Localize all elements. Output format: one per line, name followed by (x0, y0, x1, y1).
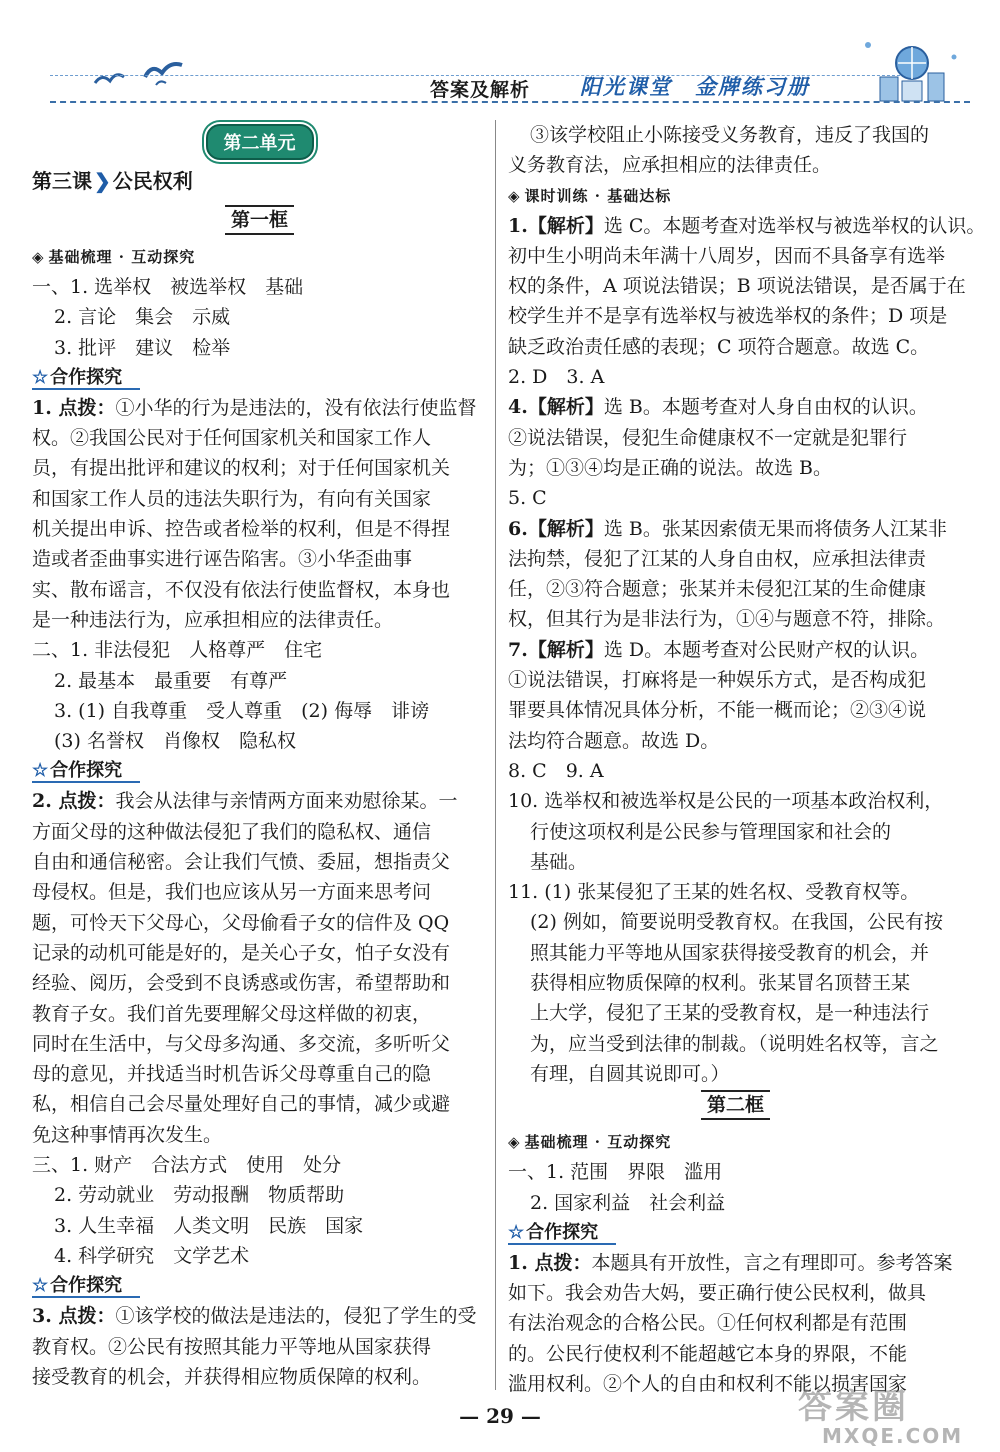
lesson-heading (32, 164, 487, 204)
coop-label: 合作探究 (526, 1221, 599, 1243)
globe-icon (850, 37, 970, 107)
answer-line: 义务教育法，应承担相应的法律责任。 (508, 154, 832, 177)
answer-line: 4.【解析】选 B。本题考查对人身自由权的认识。 (508, 396, 928, 419)
section-basic (32, 242, 487, 272)
star-icon: ☆ (508, 1221, 525, 1243)
answer-line: 3. 人生幸福 人类文明 民族 国家 (54, 1214, 364, 1237)
page-header (40, 55, 970, 105)
answer-line: 一、1. 范围 界限 滥用 (508, 1161, 723, 1184)
answer-line: 法均符合题意。故选 D。 (508, 729, 720, 752)
right-column (508, 120, 986, 1399)
diamond-icon: ◈ (32, 248, 45, 266)
header-title: 答案及解析 (430, 79, 531, 101)
answer-line: 滥用权利。②个人的自由和权利不能以损害国家 (508, 1372, 908, 1395)
answer-line: 权。②我国公民对于任何国家机关和国家工作人 (32, 427, 432, 450)
answer-line: (3) 名誉权 肖像权 隐私权 (54, 730, 296, 753)
answer-line: 母的意见，并找适当时机告诉父母尊重自己的隐 (32, 1063, 432, 1086)
answer-line: 员，有提出批评和建议的权利；对于任何国家机关 (32, 457, 451, 480)
answer-line: 校学生并不是享有选举权与被选举权的条件；D 项是 (508, 305, 948, 328)
header-dashed-rule (50, 101, 970, 103)
answer-line: 1.【解析】选 C。本题考查对选举权与被选举权的认识。 (508, 214, 986, 237)
section-training-label: 课时训练 · 基础达标 (524, 186, 672, 205)
coop-heading (508, 1218, 598, 1248)
answer-line: 5. C (508, 487, 547, 510)
coop-heading (32, 756, 122, 786)
answer-line: 2. 言论 集会 示威 (54, 306, 231, 329)
answer-line: 教育权。②公民有按照其能力平等地从国家获得 (32, 1335, 432, 1358)
answer-line: 3. 批评 建议 检举 (54, 336, 231, 359)
answer-line: 教育子女。我们首先要理解父母这样做的初衷， (32, 1002, 432, 1025)
answer-line: 11. (1) 张某侵犯了王某的姓名权、受教育权等。 (508, 881, 920, 904)
diamond-icon: ◈ (508, 186, 521, 205)
answer-line: 自由和通信秘密。会让我们气愤、委屈，想指责父 (32, 851, 451, 874)
coop-heading (32, 363, 122, 393)
hint-label: 1. 点拨： (32, 396, 116, 419)
answer-line: ①说法错误，打麻将是一种娱乐方式，是否构成犯 (508, 669, 927, 692)
coop-label: 合作探究 (50, 366, 123, 388)
answer-line: 有理，自圆其说即可。） (530, 1062, 730, 1085)
answer-line: 机关提出申诉、控告或者检举的权利，但是不得捏 (32, 518, 451, 541)
answer-line: 法拘禁，侵犯了江某的人身自由权，应承担法律责 (508, 547, 927, 570)
hint-label: 2. 点拨： (32, 790, 116, 813)
answer-line: 2. 点拨：我会从法律与亲情两方面来劝慰徐某。一 (32, 790, 458, 813)
answer-line: 2. 劳动就业 劳动报酬 物质帮助 (54, 1184, 345, 1207)
answer-line: 基础。 (530, 850, 588, 873)
answer-line: 2. D 3. A (508, 366, 605, 389)
answer-line: 3. 点拨：①该学校的做法是违法的，侵犯了学生的受 (32, 1305, 477, 1328)
answer-line: 3. (1) 自我尊重 受人尊重 (2) 侮辱 诽谤 (54, 699, 430, 722)
answer-line: 为；①③④均是正确的说法。故选 B。 (508, 456, 833, 479)
answer-line: 私，相信自己会尽量处理好自己的事情，减少或避 (32, 1093, 451, 1116)
answer-line: 上大学，侵犯了王某的受教育权，是一种违法行 (530, 1002, 930, 1025)
analysis-label: 4.【解析】 (508, 396, 604, 419)
left-column (32, 120, 487, 1392)
answer-line: 三、1. 财产 合法方式 使用 处分 (32, 1154, 342, 1177)
answer-line: 的。公民行使权利不能超越它本身的界限，不能 (508, 1342, 908, 1365)
answer-line: 二、1. 非法侵犯 人格尊严 住宅 (32, 639, 323, 662)
answer-line: 一、1. 选举权 被选举权 基础 (32, 276, 304, 298)
page-number: — 29 — (459, 1404, 541, 1428)
answer-line: 初中生小明尚未年满十八周岁，因而不具备享有选举 (508, 244, 946, 267)
frame-title-2: 第二框 (701, 1090, 770, 1120)
answer-line: 记录的动机可能是好的，是关心子女，怕子女没有 (32, 941, 451, 964)
answer-line: 题，可怜天下父母心，父母偷看子女的信件及 QQ (32, 911, 450, 934)
answer-line: 8. C 9. A (508, 759, 604, 782)
watermark-bottom: MXQE.COM (822, 1424, 964, 1448)
unit-badge: 第二单元 (206, 124, 314, 160)
answer-line: ②说法错误，侵犯生命健康权不一定就是犯罪行 (508, 426, 908, 449)
answer-line: 造或者歪曲事实进行诬告陷害。③小华歪曲事 (32, 548, 413, 571)
answer-line: 实、散布谣言，不仅没有依法行使监督权，本身也 (32, 578, 451, 601)
answer-line: 如下。我会劝告大妈，要正确行使公民权利，做具 (508, 1282, 927, 1305)
answer-line: 权的条件，A 项说法错误；B 项说法错误，是否属于在 (508, 275, 966, 298)
answer-line: 有法治观念的合格公民。①任何权利都是有范围 (508, 1312, 908, 1335)
answer-line: 获得相应物质保障的权利。张某冒名顶替王某 (530, 972, 911, 995)
analysis-label: 6.【解析】 (508, 517, 604, 540)
frame-title-1: 第一框 (225, 205, 294, 235)
coop-label: 合作探究 (50, 1275, 123, 1297)
answer-line: 任，②③符合题意；张某并未侵犯江某的生命健康 (508, 578, 927, 601)
column-divider (495, 120, 496, 1390)
answer-line: 2. 最基本 最重要 有尊严 (54, 669, 288, 692)
section-basic (508, 1127, 963, 1157)
answer-line: 2. 国家利益 社会利益 (530, 1191, 726, 1214)
answer-line: 照其能力平等地从国家获得接受教育的机会，并 (530, 941, 930, 964)
lesson-number: 第三课 (32, 169, 92, 193)
answer-line: 1. 点拨：本题具有开放性，言之有理即可。参考答案 (508, 1251, 953, 1274)
answer-line: 缺乏政治责任感的表现；C 项符合题意。故选 C。 (508, 335, 930, 358)
answer-line: 母侵权。但是，我们也应该从另一方面来思考问 (32, 881, 432, 904)
answer-line: 和国家工作人员的违法失职行为，有向有关国家 (32, 487, 432, 510)
hint-label: 1. 点拨： (508, 1251, 592, 1274)
diamond-icon: ◈ (508, 1133, 521, 1152)
watermark-top: 答案圈 (798, 1387, 909, 1427)
hint-label: 3. 点拨： (32, 1305, 116, 1328)
answer-line: 是一种违法行为，应承担相应的法律责任。 (32, 608, 394, 631)
answer-line: 同时在生活中，与父母多沟通、多交流，多听听父 (32, 1032, 451, 1055)
answer-line: 7.【解析】选 D。本题考查对公民财产权的认识。 (508, 638, 930, 661)
star-icon: ☆ (32, 760, 49, 782)
answer-line: 为，应当受到法律的制裁。（说明姓名权等，言之 (530, 1032, 939, 1055)
watermark-logo (798, 1388, 988, 1448)
answer-line: 行使这项权利是公民参与管理国家和社会的 (530, 820, 892, 843)
section-training (508, 181, 963, 211)
answer-line: (2) 例如，简要说明受教育权。在我国，公民有按 (530, 911, 943, 934)
section-basic-label: 基础梳理 · 互动探究 (524, 1133, 672, 1152)
answer-line: 罪要具体情况具体分析，不能一概而论；②③④说 (508, 699, 927, 722)
answer-line: 方面父母的这种做法侵犯了我们的隐私权、通信 (32, 820, 432, 843)
lesson-title: 公民权利 (112, 169, 193, 193)
answer-line: 1. 点拨：①小华的行为是违法的，没有依法行使监督 (32, 396, 477, 419)
analysis-label: 1.【解析】 (508, 214, 604, 237)
answer-line: 权，但其行为是非法行为，①④与题意不符，排除。 (508, 608, 946, 631)
answer-line: 10. 选举权和被选举权是公民的一项基本政治权利， (508, 790, 944, 813)
star-icon: ☆ (32, 366, 49, 388)
answer-line: 6.【解析】选 B。张某因索债无果而将债务人江某非 (508, 517, 947, 540)
coop-label: 合作探究 (50, 760, 123, 782)
section-basic-label: 基础梳理 · 互动探究 (48, 248, 196, 266)
answer-line: ③该学校阻止小陈接受义务教育，违反了我国的 (530, 124, 930, 146)
answer-line: 4. 科学研究 文学艺术 (54, 1244, 250, 1267)
answer-line: 免这种事情再次发生。 (32, 1123, 223, 1146)
analysis-label: 7.【解析】 (508, 638, 604, 661)
chevron-right-icon: ❯ (94, 169, 111, 193)
answer-line: 接受教育的机会，并获得相应物质保障的权利。 (32, 1365, 432, 1388)
coop-heading (32, 1271, 122, 1301)
star-icon: ☆ (32, 1275, 49, 1297)
header-brand: 阳光课堂 金牌练习册 (580, 74, 810, 99)
answer-line: 经验、阅历，会受到不良诱惑或伤害，希望帮助和 (32, 972, 451, 995)
